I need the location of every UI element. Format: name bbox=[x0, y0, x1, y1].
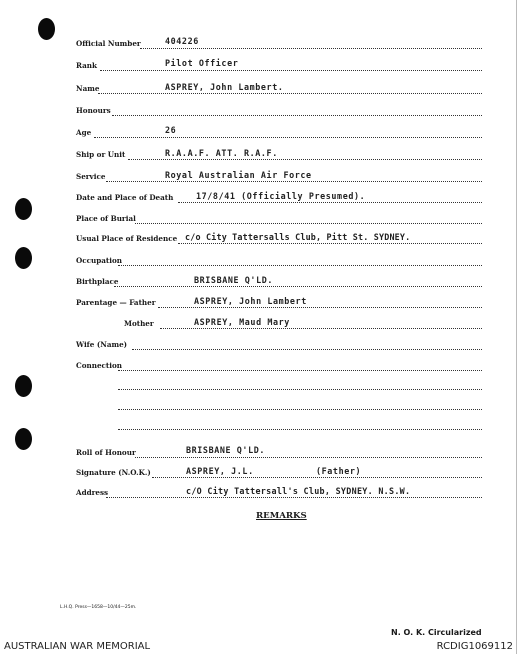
father-value: ASPREY, John Lambert bbox=[194, 296, 307, 306]
connection-dots-3 bbox=[118, 409, 482, 410]
address-value: c/O City Tattersall's Club, SYDNEY. N.S.W. bbox=[186, 486, 411, 496]
printer-note: L.H.Q. Press—1658—10/44—25m. bbox=[60, 605, 137, 610]
address-dots bbox=[106, 497, 482, 498]
father-label: Parentage — Father bbox=[76, 298, 156, 307]
age-value: 26 bbox=[165, 125, 177, 135]
signature-relation: (Father) bbox=[316, 466, 362, 476]
footer-right: RCDIG1069112 bbox=[436, 641, 513, 652]
signature-dots bbox=[152, 477, 482, 478]
service-label: Service bbox=[76, 172, 106, 181]
connection-dots-2 bbox=[118, 389, 482, 390]
punch-hole-5 bbox=[15, 428, 32, 450]
signature-label: Signature (N.O.K.) bbox=[76, 468, 151, 477]
address-label: Address bbox=[76, 488, 109, 497]
service-dots bbox=[106, 181, 482, 182]
age-dots bbox=[94, 137, 482, 138]
punch-hole-2 bbox=[15, 198, 32, 220]
mother-value: ASPREY, Maud Mary bbox=[194, 317, 290, 327]
burial-label: Place of Burial bbox=[76, 214, 136, 223]
connection-dots-4 bbox=[118, 429, 482, 430]
ship-unit-value: R.A.A.F. ATT. R.A.F. bbox=[165, 148, 278, 158]
father-dots bbox=[158, 307, 482, 308]
remarks-heading: REMARKS bbox=[256, 511, 307, 521]
punch-hole-3 bbox=[15, 247, 32, 269]
roll-of-honour-dots bbox=[135, 457, 482, 458]
burial-dots bbox=[135, 223, 482, 224]
service-value: Royal Australian Air Force bbox=[165, 170, 312, 180]
ship-unit-dots bbox=[128, 159, 482, 160]
connection-dots-1 bbox=[118, 370, 482, 371]
name-label: Name bbox=[76, 84, 100, 93]
wife-dots bbox=[132, 349, 482, 350]
wife-label: Wife (Name) bbox=[76, 340, 128, 349]
roll-of-honour-value: BRISBANE Q'LD. bbox=[186, 445, 265, 455]
rank-value: Pilot Officer bbox=[165, 58, 239, 68]
official-number-dots bbox=[140, 48, 482, 49]
residence-dots bbox=[178, 243, 482, 244]
name-dots bbox=[98, 93, 482, 94]
official-number-label: Official Number bbox=[76, 39, 141, 48]
occupation-label: Occupation bbox=[76, 256, 122, 265]
connection-label: Connection bbox=[76, 361, 122, 370]
death-label: Date and Place of Death bbox=[76, 193, 174, 202]
signature-value: ASPREY, J.L. bbox=[186, 466, 254, 476]
nok-stamp: N. O. K. Circularized bbox=[391, 628, 482, 637]
honours-label: Honours bbox=[76, 106, 111, 115]
death-value: 17/8/41 (Officially Presumed). bbox=[196, 191, 366, 201]
official-number-value: 404226 bbox=[165, 36, 199, 46]
rank-label: Rank bbox=[76, 61, 98, 70]
age-label: Age bbox=[76, 128, 92, 137]
punch-hole-1 bbox=[38, 18, 55, 40]
roll-of-honour-label: Roll of Honour bbox=[76, 448, 136, 457]
death-dots bbox=[178, 202, 482, 203]
name-value: ASPREY, John Lambert. bbox=[165, 82, 284, 92]
ship-unit-label: Ship or Unit bbox=[76, 150, 126, 159]
birthplace-label: Birthplace bbox=[76, 277, 119, 286]
mother-label: Mother bbox=[124, 319, 154, 328]
page-edge-line bbox=[516, 0, 517, 654]
mother-dots bbox=[160, 328, 482, 329]
footer-left: AUSTRALIAN WAR MEMORIAL bbox=[4, 641, 151, 652]
birthplace-dots bbox=[114, 286, 482, 287]
residence-value: c/o City Tattersalls Club, Pitt St. SYDNEY. bbox=[185, 232, 411, 242]
residence-label: Usual Place of Residence bbox=[76, 234, 178, 243]
birthplace-value: BRISBANE Q'LD. bbox=[194, 275, 273, 285]
rank-dots bbox=[100, 70, 482, 71]
punch-hole-4 bbox=[15, 375, 32, 397]
occupation-dots bbox=[118, 265, 482, 266]
honours-dots bbox=[112, 115, 482, 116]
